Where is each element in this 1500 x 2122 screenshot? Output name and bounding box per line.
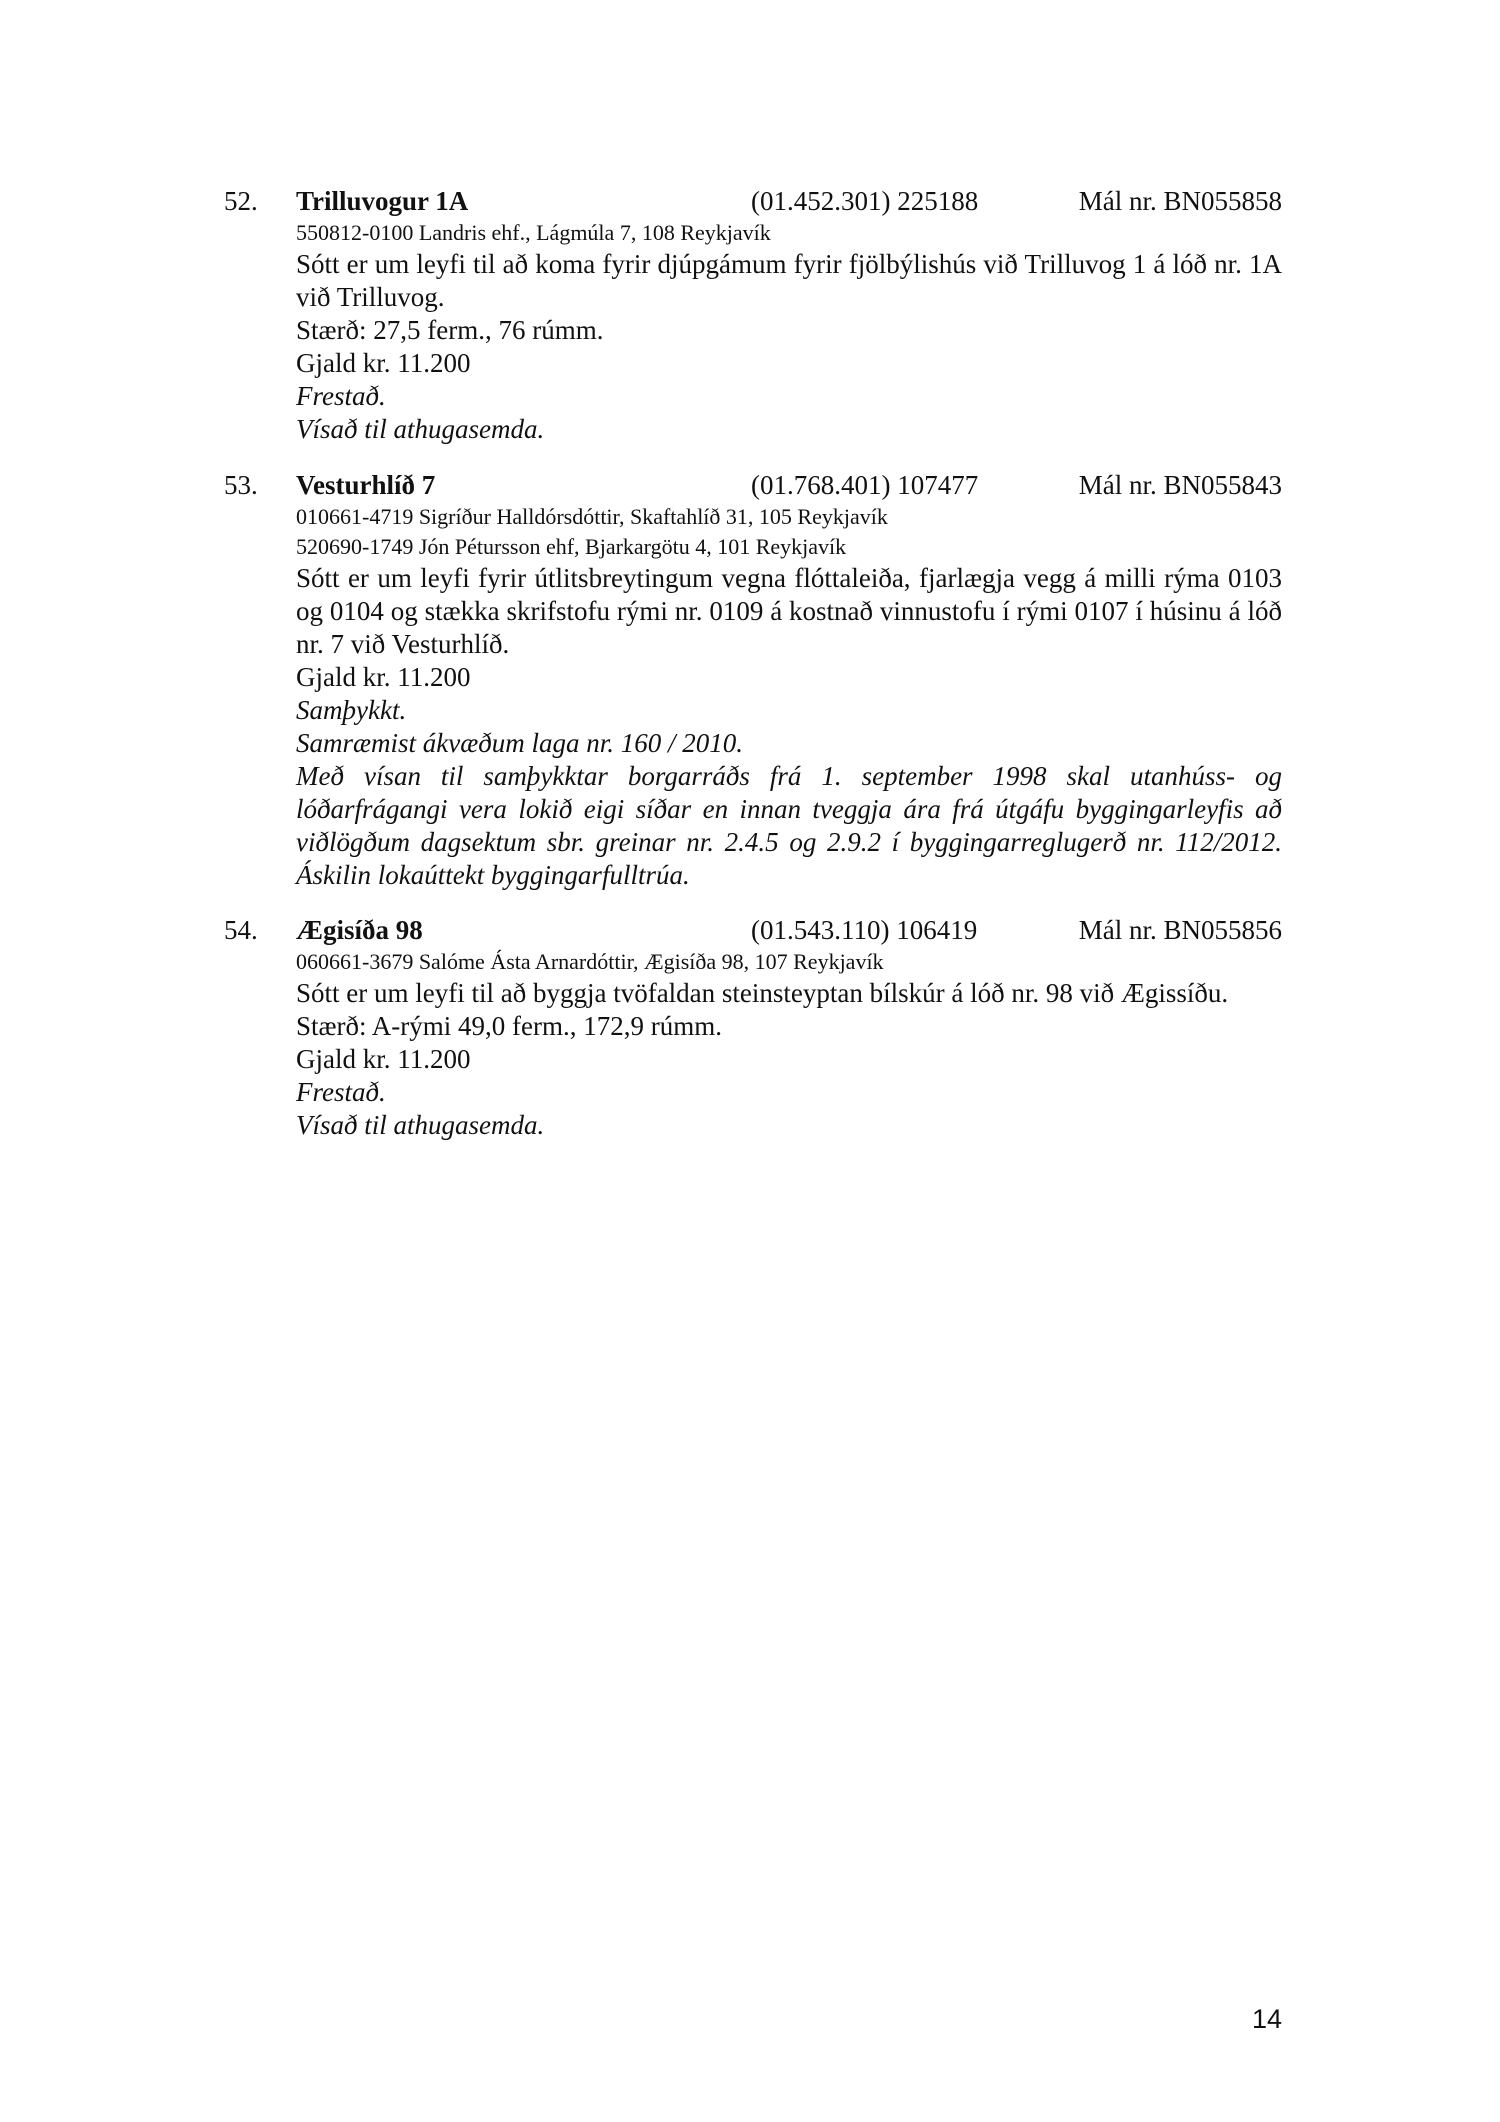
land-id: (01.543.110) 106419: [751, 915, 978, 945]
entry-decision: Frestað.: [296, 381, 386, 411]
applicant-line: 550812-0100 Landris ehf., Lágmúla 7, 108 Reykjavík: [296, 220, 771, 245]
entry-body: [296, 502, 1282, 892]
case-number: Mál nr. BN055843: [1078, 470, 1282, 500]
entry-body: [296, 218, 1282, 446]
entry-header: [224, 913, 1282, 947]
entry-description: Sótt er um leyfi til að koma fyrir djúpgámum fyrir fjölbýlishús við Trilluvog 1 á lóð nr. 1A við Trilluvog.: [296, 249, 1282, 312]
entry-body: [296, 947, 1282, 1142]
entry-number: 52.: [224, 186, 258, 216]
entry-address: Vesturhlíð 7: [296, 470, 436, 500]
entry-header: [224, 468, 1282, 502]
entry-decision: Vísað til athugasemda.: [296, 1110, 545, 1140]
entry-size: Stærð: 27,5 ferm., 76 rúmm.: [296, 315, 604, 345]
entry-header: [224, 184, 1282, 218]
applicant-line: 060661-3679 Salóme Ásta Arnardóttir, Ægisíða 98, 107 Reykjavík: [296, 949, 884, 974]
case-entry-53: [224, 468, 1282, 892]
entry-condition: Með vísan til samþykktar borgarráðs frá 1. september 1998 skal utanhúss- og lóðarfrágangi vera lokið eigi síðar en innan tveggja ára frá útgáfu byggingarleyfis að viðlögðum dagsektum sbr. greinar nr. 2.4.5 og 2.9.2 í byggingarreglugerð nr. 112/2012. Áskilin lokaúttekt byggingarfulltrúa.: [296, 761, 1282, 890]
entry-fee: Gjald kr. 11.200: [296, 1044, 471, 1074]
case-entry-52: [224, 184, 1282, 446]
land-id: (01.768.401) 107477: [751, 470, 979, 500]
entry-fee: Gjald kr. 11.200: [296, 348, 471, 378]
entry-number: 54.: [224, 915, 258, 945]
entry-decision: Vísað til athugasemda.: [296, 414, 545, 444]
entry-address: Ægisíða 98: [296, 915, 423, 945]
applicant-line: 520690-1749 Jón Pétursson ehf, Bjarkargötu 4, 101 Reykjavík: [296, 534, 847, 559]
applicant-line: 010661-4719 Sigríður Halldórsdóttir, Skaftahlíð 31, 105 Reykjavík: [296, 504, 888, 529]
land-id: (01.452.301) 225188: [751, 186, 979, 216]
entry-number: 53.: [224, 470, 258, 500]
entry-size: Stærð: A-rými 49,0 ferm., 172,9 rúmm.: [296, 1011, 722, 1041]
case-entry-54: [224, 913, 1282, 1142]
case-number: Mál nr. BN055856: [1078, 915, 1282, 945]
page-number: 14: [1251, 2004, 1282, 2034]
entry-fee: Gjald kr. 11.200: [296, 662, 471, 692]
entry-description: Sótt er um leyfi fyrir útlitsbreytingum vegna flóttaleiða, fjarlægja vegg á milli rýma 0103 og 0104 og stækka skrifstofu rými nr. 0109 á kostnað vinnustofu í rými 0107 í húsinu á lóð nr. 7 við Vesturhlíð.: [296, 563, 1282, 659]
entry-decision: Samræmist ákvæðum laga nr. 160 / 2010.: [296, 728, 744, 758]
case-number: Mál nr. BN055858: [1078, 186, 1282, 216]
entry-address: Trilluvogur 1A: [296, 186, 469, 216]
entry-description: Sótt er um leyfi til að byggja tvöfaldan steinsteyptan bílskúr á lóð nr. 98 við Ægissíðu.: [296, 978, 1229, 1008]
entry-decision: Samþykkt.: [296, 695, 407, 725]
entry-decision: Frestað.: [296, 1077, 386, 1107]
